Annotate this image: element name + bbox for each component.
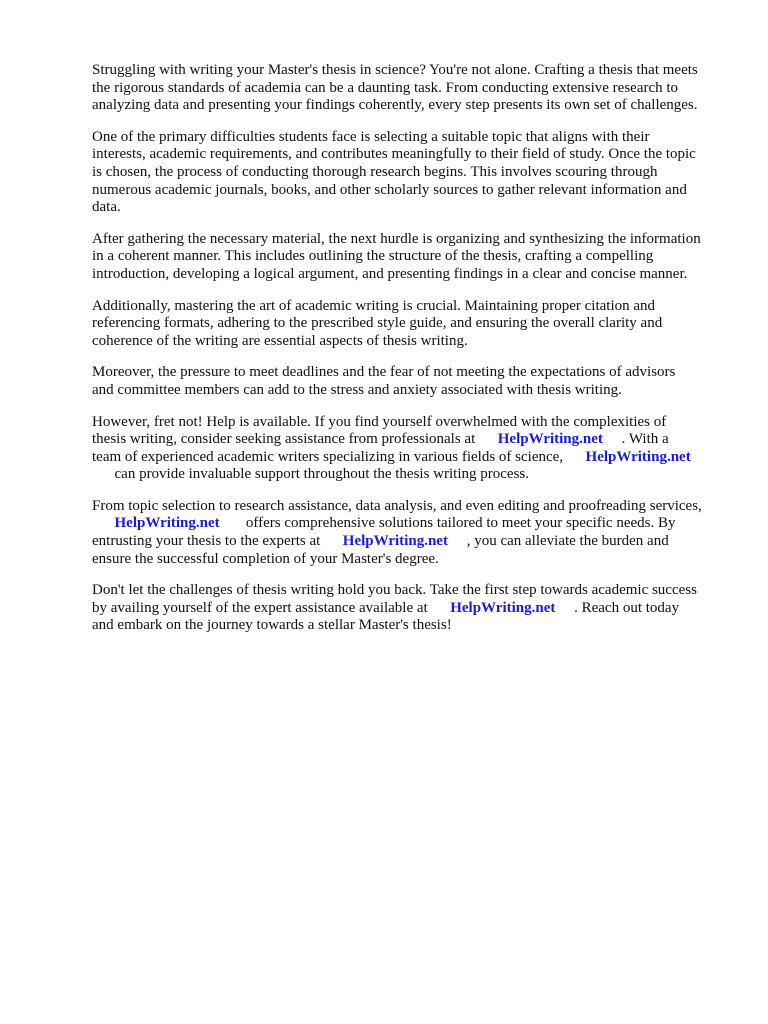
text-line	[92, 333, 732, 351]
text-segment: analyzing data and presenting your findings coherently, every step presents its own set of challenges.	[92, 97, 698, 114]
text-segment: . Reach out today	[555, 599, 680, 616]
text-segment: After gathering the necessary material, the next hurdle is organizing and synthesizing the information	[92, 230, 701, 247]
text-segment: can provide invaluable support throughout the thesis writing process.	[92, 466, 529, 483]
text-segment: Struggling with writing your Master's thesis in science? You're not alone. Crafting a thesis that meets	[92, 62, 698, 78]
helpwriting-link[interactable]: HelpWriting.net	[114, 515, 220, 532]
text-segment: However, fret not! Help is available. If you find yourself overwhelmed with the complexities of	[92, 413, 667, 430]
text-line	[92, 146, 732, 164]
text-line	[92, 364, 732, 382]
text-line	[92, 533, 732, 551]
text-line	[92, 199, 732, 217]
paragraph	[92, 414, 732, 484]
text-line	[92, 164, 732, 182]
text-line	[92, 551, 732, 569]
text-line	[92, 449, 732, 467]
text-segment	[92, 515, 115, 531]
text-segment: and embark on the journey towards a stellar Master's thesis!	[92, 617, 452, 634]
paragraph	[92, 298, 732, 351]
paragraph	[92, 582, 732, 635]
text-line	[92, 266, 732, 284]
text-segment: entrusting your thesis to the experts at	[92, 533, 343, 550]
text-segment: Additionally, mastering the art of academic writing is crucial. Maintaining proper citation and	[92, 297, 656, 314]
text-segment: One of the primary difficulties students face is selecting a suitable topic that aligns with their	[92, 128, 650, 145]
text-segment: referencing formats, adhering to the prescribed style guide, and ensuring the overall clarity and	[92, 315, 663, 332]
text-line	[92, 80, 732, 98]
text-line	[92, 231, 732, 249]
text-line	[92, 182, 732, 200]
text-segment: by availing yourself of the expert assistance available at	[92, 599, 451, 616]
helpwriting-link[interactable]: HelpWriting.net	[450, 599, 556, 616]
text-segment: the rigorous standards of academia can be a daunting task. From conducting extensive research to	[92, 79, 679, 96]
text-line	[92, 414, 732, 432]
text-line	[92, 431, 732, 449]
text-segment: . With a	[602, 431, 669, 448]
text-segment: Moreover, the pressure to meet deadlines and the fear of not meeting the expectations of advisors	[92, 364, 676, 381]
text-segment: introduction, developing a logical argument, and presenting findings in a clear and concise manner.	[92, 265, 688, 282]
text-line	[92, 498, 732, 516]
text-segment: team of experienced academic writers specializing in various fields of science,	[92, 448, 586, 465]
text-line	[92, 248, 732, 266]
text-segment: ensure the successful completion of your Master's degree.	[92, 550, 439, 567]
paragraph	[92, 62, 732, 115]
document-body	[92, 62, 732, 649]
text-segment: thesis writing, consider seeking assistance from professionals at	[92, 431, 498, 448]
helpwriting-link[interactable]: HelpWriting.net	[342, 533, 448, 550]
helpwriting-link[interactable]: HelpWriting.net	[497, 431, 603, 448]
paragraph	[92, 498, 732, 568]
text-line	[92, 600, 732, 618]
text-line	[92, 129, 732, 147]
helpwriting-link[interactable]: HelpWriting.net	[585, 448, 691, 465]
text-line	[92, 298, 732, 316]
text-segment: in a coherent manner. This includes outlining the structure of the thesis, crafting a compelling	[92, 248, 654, 265]
text-segment: is chosen, the process of conducting thorough research begins. This involves scouring through	[92, 163, 658, 180]
text-segment: interests, academic requirements, and contributes meaningfully to their field of study. Once the topic	[92, 146, 696, 163]
text-segment: data.	[92, 199, 121, 216]
text-line	[92, 97, 732, 115]
text-segment: , you can alleviate the burden and	[447, 533, 669, 550]
text-segment: numerous academic journals, books, and other scholarly sources to gather relevant information and	[92, 181, 687, 198]
text-segment: From topic selection to research assistance, data analysis, and even editing and proofreading services,	[92, 497, 702, 514]
text-segment: coherence of the writing are essential aspects of thesis writing.	[92, 332, 468, 349]
text-line	[92, 515, 732, 533]
paragraph	[92, 129, 732, 217]
text-line	[92, 62, 732, 80]
text-line	[92, 582, 732, 600]
text-line	[92, 617, 732, 635]
paragraph	[92, 364, 732, 399]
paragraph	[92, 231, 732, 284]
text-line	[92, 315, 732, 333]
text-line	[92, 466, 732, 484]
text-segment: offers comprehensive solutions tailored to meet your specific needs. By	[219, 515, 676, 532]
text-line	[92, 382, 732, 400]
text-segment: and committee members can add to the stress and anxiety associated with thesis writing.	[92, 381, 622, 398]
text-segment: Don't let the challenges of thesis writing hold you back. Take the first step towards academic success	[92, 582, 697, 599]
